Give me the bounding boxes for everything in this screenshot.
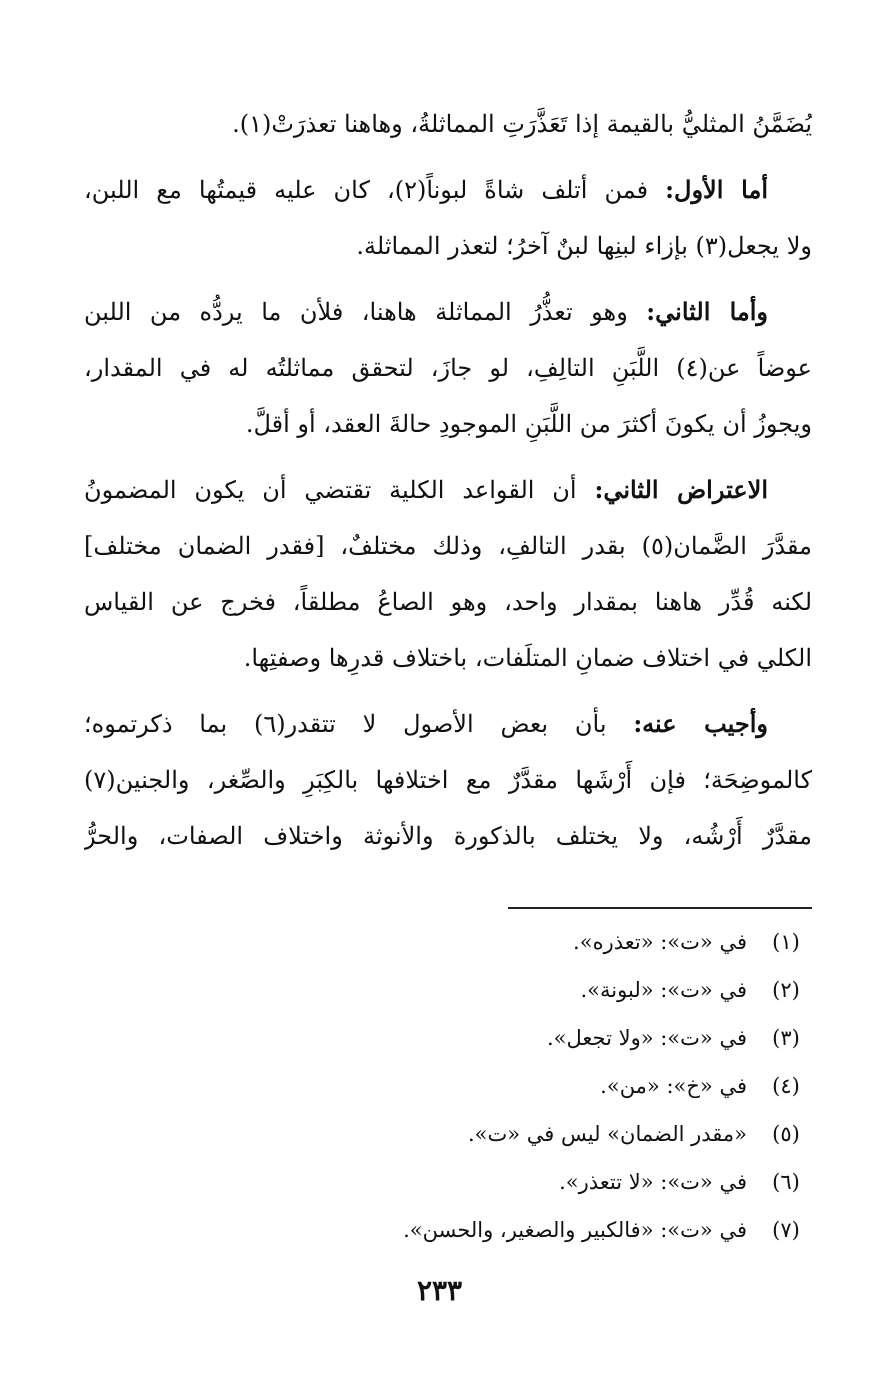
footnote-text: في «ت»: «ولا تجعل». <box>546 1026 747 1050</box>
footnote-number: (٥) <box>772 1122 800 1146</box>
line-text: كالموضِحَة؛ فإن أَرْشَها مقدَّرٌ مع اختلافها بالكِبَرِ والصِّغر، والجنين(٧) <box>84 766 812 794</box>
footnote-number: (١) <box>772 930 800 954</box>
footnote-text: «مقدر الضمان» ليس في «ت». <box>467 1122 747 1146</box>
footnote-number: (٣) <box>772 1026 800 1050</box>
text-line <box>84 518 812 574</box>
line-text: أن القواعد الكلية تقتضي أن يكون المضمونُ <box>84 476 595 504</box>
line-text: عوضاً عن(٤) اللَّبَنِ التالِفِ، لو جازَ، لتحقق مماثلتُه له في المقدار، <box>84 354 812 382</box>
footnote-item <box>293 1206 813 1254</box>
paragraph-heading: الاعتراض الثاني: <box>594 475 768 504</box>
paragraph-heading: وأجيب عنه: <box>633 709 769 738</box>
footnote-item <box>293 918 813 966</box>
footnote-number: (٦) <box>772 1170 800 1194</box>
text-line <box>84 752 812 808</box>
line-text: يُضَمَّنُ المثليُّ بالقيمة إذا تَعَذَّرَتِ المماثلةُ، وهاهنا تعذرَتْ(١). <box>232 110 812 138</box>
line-text: وهو تعذُّرُ المماثلة هاهنا، فلأن ما يردُّه من اللبن <box>84 298 647 326</box>
paragraph-heading: وأما الثاني: <box>646 297 768 326</box>
text-line <box>84 96 812 152</box>
footnote-text: في «ت»: «لبونة». <box>580 978 747 1002</box>
footnote-divider <box>508 907 812 909</box>
footnote-item <box>293 1158 813 1206</box>
paragraph-heading: أما الأول: <box>665 175 769 204</box>
line-text: مقدَّرَ الضَّمان(٥) بقدر التالفِ، وذلك مختلفٌ، [فقدر الضمان مختلف] <box>84 532 812 560</box>
footnote-number: (٧) <box>772 1218 800 1242</box>
text-line <box>84 340 812 396</box>
line-text: ويجوزُ أن يكونَ أكثرَ من اللَّبَنِ الموجودِ حالةَ العقد، أو أقلَّ. <box>245 410 812 438</box>
text-line <box>84 462 812 518</box>
line-text: ولا يجعل(٣) بإزاء لبنِها لبنٌ آخرُ؛ لتعذر المماثلة. <box>356 232 812 260</box>
line-text: لكنه قُدِّر هاهنا بمقدار واحد، وهو الصاعُ مطلقاً، فخرج عن القياس <box>84 588 812 616</box>
footnotes <box>293 918 813 1254</box>
line-text: فمن أتلف شاةً لبوناً(٢)، كان عليه قيمتُها مع اللبن، <box>84 176 666 204</box>
footnote-item <box>293 1014 813 1062</box>
footnote-text: في «ت»: «تعذره». <box>573 930 747 954</box>
text-line <box>84 630 812 686</box>
body-text <box>84 96 812 864</box>
page-number: ٢٣٣ <box>416 1274 463 1307</box>
footnote-text: في «خ»: «من». <box>600 1074 747 1098</box>
text-line <box>84 162 812 218</box>
footnote-item <box>293 1110 813 1158</box>
line-text: الكلي في اختلاف ضمانِ المتلَفات، باختلاف قدرِها وصفتِها. <box>243 644 812 672</box>
line-text: مقدَّرٌ أَرْشُه، ولا يختلف بالذكورة والأنوثة واختلاف الصفات، والحرُّ <box>84 822 812 850</box>
text-line <box>84 284 812 340</box>
footnote-number: (٢) <box>772 978 800 1002</box>
text-line <box>84 218 812 274</box>
text-line <box>84 808 812 864</box>
text-line <box>84 396 812 452</box>
footnote-item <box>293 966 813 1014</box>
footnote-number: (٤) <box>772 1074 800 1098</box>
footnote-item <box>293 1062 813 1110</box>
footnote-text: في «ت»: «لا تتعذر». <box>559 1170 747 1194</box>
line-text: بأن بعض الأصول لا تتقدر(٦) بما ذكرتموه؛ <box>84 710 634 738</box>
footnote-text: في «ت»: «فالكبير والصغير، والحسن». <box>403 1218 747 1242</box>
text-line <box>84 574 812 630</box>
text-line <box>84 696 812 752</box>
